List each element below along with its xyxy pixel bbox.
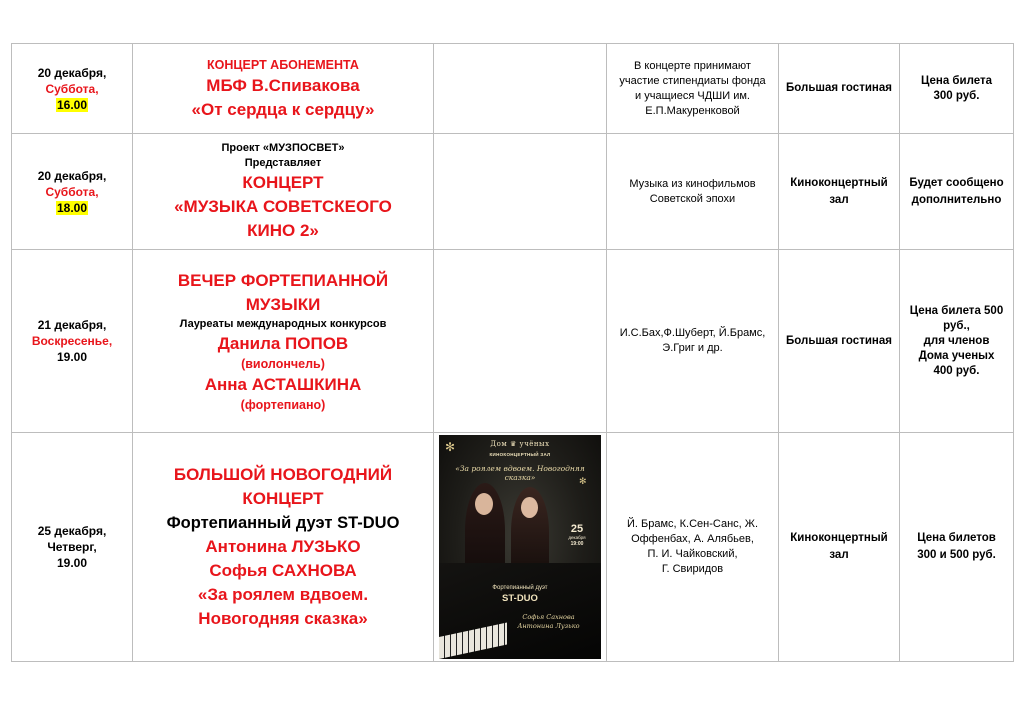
program-line: участие стипендиаты фонда: [619, 74, 766, 87]
event-date: 20 декабря,: [37, 168, 107, 183]
event-title-cell: [133, 44, 434, 134]
event-image-cell: [434, 44, 607, 134]
event-price-cell: [900, 44, 1014, 134]
hall-line: зал: [829, 193, 849, 206]
piano-graphic: [439, 563, 601, 659]
snowflake-icon: ✻: [445, 440, 456, 454]
event-price-cell: [900, 134, 1014, 250]
event-title-line: КОНЦЕРТ АБОНЕМЕНТА: [207, 57, 359, 72]
program-line: Музыка из кинофильмов: [629, 177, 756, 190]
price-line: Цена билета: [920, 74, 993, 87]
event-title-line: «МУЗЫКА СОВЕТСКЕОГО: [174, 196, 392, 216]
event-subtitle-line: Новогодняя сказка»: [198, 609, 368, 628]
program-line: И.С.Бах,Ф.Шуберт, Й.Брамс,: [619, 327, 766, 339]
event-program-cell: [607, 433, 779, 662]
event-program-cell: [607, 44, 779, 134]
poster-duo-label: Фортепианный дуэт: [492, 585, 548, 591]
laureates-line: Лауреаты международных конкурсов: [179, 317, 387, 330]
poster-time: 19:00: [570, 541, 584, 547]
program-line: Оффенбах, А. Алябьев,: [631, 533, 754, 545]
event-weekday: Четверг,: [47, 540, 97, 554]
price-line: Будет сообщено: [909, 176, 1004, 189]
program-line: Советской эпохи: [649, 192, 736, 205]
price-line: 300 руб.: [933, 89, 980, 102]
price-line: 400 руб.: [933, 364, 980, 377]
event-date-cell: [12, 44, 133, 134]
performer-name: Софья САХНОВА: [209, 561, 357, 580]
duo-line: Фортепианный дуэт ST-DUO: [166, 514, 400, 532]
event-title-line: МБФ В.Спивакова: [206, 75, 360, 95]
hall-line: зал: [829, 549, 849, 561]
event-weekday: Воскресенье,: [31, 334, 113, 348]
poster-script-title: «За роялем вдвоем. Новогодняя сказка»: [455, 464, 585, 482]
price-line: Дома ученых: [918, 349, 995, 362]
performer-instrument: (виолончель): [241, 356, 325, 371]
poster-date: [560, 523, 594, 548]
piano-keys: [439, 623, 507, 659]
program-line: Й. Брамс, К.Сен-Санс, Ж.: [627, 518, 758, 530]
event-price-cell: [900, 433, 1014, 662]
event-program-cell: [607, 134, 779, 250]
event-hall-cell: [779, 250, 900, 433]
event-title-cell: [133, 433, 434, 662]
price-line: руб.,: [943, 319, 970, 332]
poster-day: 25: [570, 523, 584, 535]
event-title-line: ВЕЧЕР ФОРТЕПИАННОЙ: [177, 270, 389, 290]
events-table: [11, 43, 1014, 662]
event-date-cell: [12, 134, 133, 250]
price-line: для членов: [923, 334, 990, 347]
event-row-3: [12, 250, 1014, 433]
project-line: Проект «МУЗПОСВЕТ»: [221, 141, 345, 154]
performer-face: [521, 497, 538, 518]
performer-instrument: (фортепиано): [240, 397, 326, 412]
event-title-line: КОНЦЕРТ: [242, 172, 324, 192]
event-row-4: [12, 433, 1014, 662]
event-date-cell: [12, 250, 133, 433]
program-line: П. И. Чайковский,: [647, 548, 738, 560]
poster-month: декабря: [568, 535, 586, 540]
program-line: Е.П.Макуренковой: [645, 104, 740, 117]
price-line: 300 и 500 руб.: [917, 549, 996, 561]
poster-logo: Дом ♛ учёных: [490, 440, 550, 448]
performer-name: Антонина ЛУЗЬКО: [205, 537, 361, 556]
poster-hall: КИНОКОНЦЕРТНЫЙ ЗАЛ: [489, 452, 551, 457]
poster-names: [501, 613, 596, 631]
event-program-cell: [607, 250, 779, 433]
event-price-cell: [900, 250, 1014, 433]
event-weekday: Суббота,: [45, 81, 99, 96]
performer-face: [475, 493, 493, 515]
event-subtitle-line: «За роялем вдвоем.: [197, 585, 369, 604]
event-title-line: «От сердца к сердцу»: [191, 99, 375, 119]
event-date: 21 декабря,: [37, 318, 107, 332]
event-time: 18.00: [56, 200, 88, 215]
event-row-2: [12, 134, 1014, 250]
event-title-line: КОНЦЕРТ: [242, 489, 324, 508]
program-line: В концерте принимают: [634, 59, 751, 72]
poster-name-line: Антонина Лузько: [517, 622, 580, 630]
performer-name: Данила ПОПОВ: [217, 333, 349, 353]
event-hall-cell: [779, 44, 900, 134]
event-title-line: БОЛЬШОЙ НОВОГОДНИЙ: [173, 465, 393, 484]
event-image-cell: [434, 250, 607, 433]
program-line: Э.Григ и др.: [662, 342, 723, 354]
hall-line: Большая гостиная: [786, 334, 892, 347]
event-date-cell: [12, 433, 133, 662]
presents-line: Представляет: [244, 156, 322, 169]
program-line: Г. Свиридов: [661, 563, 724, 575]
event-image-cell: [434, 433, 607, 662]
poster-duo-name: ST-DUO: [502, 593, 538, 604]
event-title-cell: [133, 134, 434, 250]
price-line: Цена билета 500: [909, 304, 1004, 317]
program-line: и учащиеся ЧДШИ им.: [635, 89, 750, 102]
event-title-line: МУЗЫКИ: [245, 294, 321, 314]
performer-name: Анна АСТАШКИНА: [204, 374, 362, 394]
event-date: 20 декабря,: [37, 65, 107, 80]
event-time: 16.00: [56, 97, 88, 112]
event-image-cell: [434, 134, 607, 250]
event-weekday: Суббота,: [45, 184, 99, 199]
price-line: дополнительно: [911, 193, 1002, 206]
poster-name-line: Софья Сахнова: [522, 613, 575, 621]
event-title-line: КИНО 2»: [247, 220, 319, 240]
event-title-cell: [133, 250, 434, 433]
hall-line: Киноконцертный: [790, 176, 888, 189]
event-date: 25 декабря,: [37, 524, 107, 538]
event-hall-cell: [779, 433, 900, 662]
hall-line: Большая гостиная: [786, 82, 892, 94]
price-line: Цена билетов: [917, 532, 996, 544]
event-time: 19.00: [56, 556, 88, 570]
hall-line: Киноконцертный: [790, 532, 888, 544]
event-hall-cell: [779, 134, 900, 250]
concert-poster: [439, 435, 601, 659]
event-time: 19.00: [56, 350, 88, 364]
snowflake-icon: ✻: [579, 476, 587, 486]
event-row-1: [12, 44, 1014, 134]
